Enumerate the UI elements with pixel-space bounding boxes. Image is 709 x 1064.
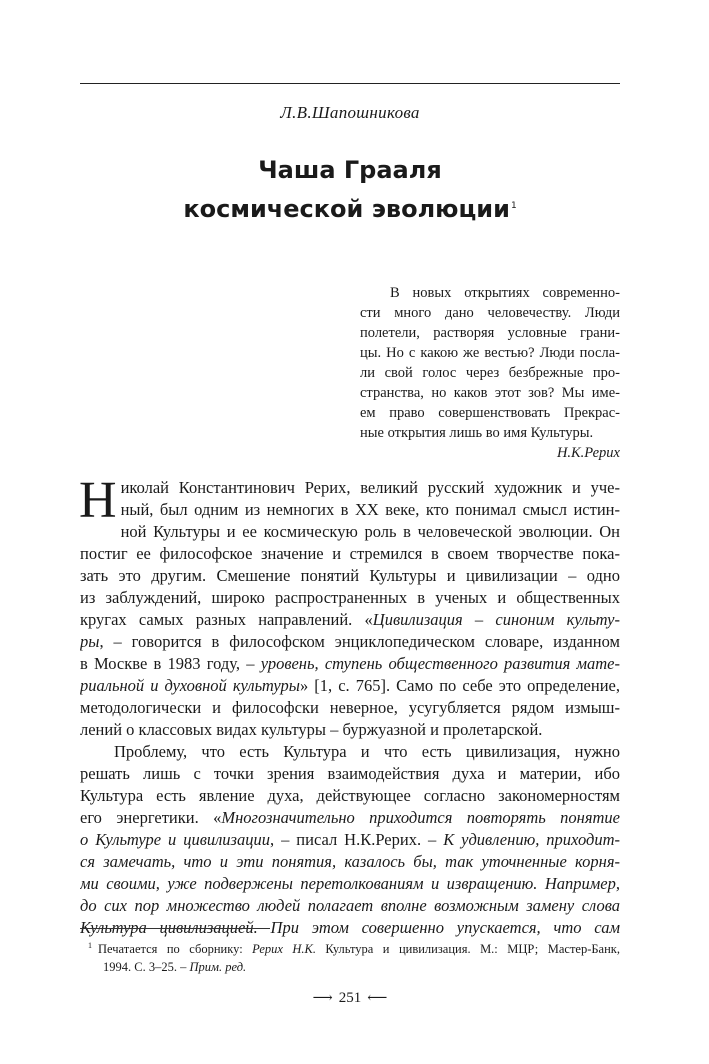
italic-fragment: до сих пор множество людей полагает вполне возможным замену слова (80, 896, 620, 915)
text-fragment: , – писал Н.К.Рерих. – (270, 830, 444, 849)
body-line (80, 543, 620, 565)
body-lines (79, 472, 620, 939)
italic-fragment: Культура цивилизацией. При этом совершенно упускается, что сам (80, 918, 620, 937)
epigraph-line: В новых открытиях современно- (390, 285, 620, 301)
epigraph-line: полетели, растворяя условные грани- (360, 325, 620, 341)
footnote-line-1 (80, 937, 620, 958)
epigraph-line: странства, но каков этот зов? Мы име- (360, 385, 620, 401)
footnote-line-2 (80, 958, 620, 976)
italic-fragment: о Культуре и цивилизации (80, 830, 270, 849)
italic-fragment: риальной и духовной культуры (80, 676, 300, 695)
footnote-rule (80, 928, 270, 929)
italic-fragment: ми своими, уже подвержены перетолкованиям и извращению. Например, (80, 874, 620, 893)
title-line-2: космической эволюции (183, 195, 510, 223)
text-fragment: Проблему, что есть Культура и что есть цивилизация, нужно (114, 742, 620, 761)
italic-fragment: ся замечать, что и эти понятия, казалось бы, так уточненные корня- (80, 852, 620, 871)
epigraph-line: ли свой голос через безбрежные про- (360, 365, 620, 381)
epigraph-line: ные открытия лишь во имя Культуры. (360, 425, 594, 441)
title-line-1: Чаша Грааля (258, 156, 442, 184)
body-line (80, 719, 620, 741)
italic-fragment: Цивилизация – синоним культу- (372, 610, 620, 629)
page-number-area (80, 990, 620, 1007)
footnote-italic: Прим. ред. (189, 960, 247, 975)
text-fragment: зать это другим. Смешение понятий Культуры и цивилизации – одно (80, 566, 620, 585)
text-fragment: кругах самых разных направлений. « (80, 610, 373, 629)
drop-cap: Н (79, 472, 117, 529)
body-line (80, 587, 620, 609)
left-ornament-icon: ⟶ (312, 991, 333, 1006)
epigraph (360, 283, 620, 463)
epigraph-attribution: Н.К.Рерих (556, 445, 620, 461)
text-fragment: , – говорится в философском энциклопедическом словаре, изданном (99, 632, 620, 651)
body-line (80, 895, 620, 917)
body-line (80, 829, 620, 851)
body-line (80, 675, 620, 697)
epigraph-line: ем право совершенствовать Прекрас- (360, 405, 620, 421)
body-line (80, 565, 620, 587)
text-fragment: его энергетики. « (80, 808, 222, 827)
text-fragment: лений о классовых видах культуры – буржуазной и пролетарской. (80, 720, 543, 739)
article-title (80, 152, 620, 227)
body-line (80, 631, 620, 653)
footnote-text: 1994. С. 3–25. – (103, 960, 190, 975)
author-name: Л.В.Шапошникова (280, 103, 420, 122)
body-line (121, 499, 620, 521)
epigraph-line: сти много дано человечеству. Люди (360, 305, 620, 321)
footnote (80, 937, 620, 976)
epigraph-text (360, 283, 620, 443)
right-ornament-icon: ⟵ (367, 991, 388, 1006)
body-line (80, 807, 620, 829)
italic-fragment: К удивлению, приходит- (443, 830, 620, 849)
body-line (80, 763, 620, 785)
title-footnote-marker: 1 (510, 201, 517, 211)
italic-fragment: уровень, ступень общественного развития мате- (260, 654, 620, 673)
body-line (80, 697, 620, 719)
text-fragment: методологически и философски неверное, усугубляется рядом измыш- (80, 698, 620, 717)
body-text (79, 472, 620, 939)
footnote-text: Печатается по сборнику: (98, 942, 253, 957)
footnote-text: Культура и цивилизация. М.: МЦР; Мастер-Банк, (315, 942, 620, 957)
text-fragment: иколай Константинович Рерих, великий русский художник и уче- (120, 478, 620, 497)
body-line (121, 521, 620, 543)
page-number: 251 (338, 990, 362, 1006)
text-fragment: из заблуждений, широко распространенных в ученых и общественных (80, 588, 620, 607)
body-line (80, 873, 620, 895)
body-line (80, 653, 620, 675)
body-line (80, 851, 620, 873)
text-fragment: в Москве в 1983 году, – (80, 654, 261, 673)
body-line (121, 477, 620, 499)
body-line (80, 609, 620, 631)
footnote-marker: 1 (88, 941, 92, 950)
title-line-2-wrap (80, 188, 620, 227)
footnote-italic: Рерих Н.К. (252, 942, 316, 957)
italic-fragment: ры (80, 632, 100, 651)
text-fragment: ный, был одним из немногих в XX веке, кто понимал смысл истин- (120, 500, 620, 519)
top-rule (80, 83, 620, 84)
text-fragment: постиг ее философское значение и стремился в своем творчестве пока- (80, 544, 620, 563)
text-fragment: Культура есть явление духа, действующее согласно закономерностям (80, 786, 620, 805)
text-fragment: ной Культуры и ее космическую роль в человеческой эволюции. Он (120, 522, 620, 541)
text-fragment: » [1, с. 765]. Само по себе это определение, (299, 676, 620, 695)
italic-fragment: Многозначительно приходится повторять понятие (221, 808, 620, 827)
body-line (80, 741, 620, 763)
body-line (80, 785, 620, 807)
text-fragment: решать лишь с точки зрения взаимодействия духа и материи, ибо (80, 764, 620, 783)
epigraph-line: цы. Но с какою же вестью? Люди посла- (360, 345, 620, 361)
